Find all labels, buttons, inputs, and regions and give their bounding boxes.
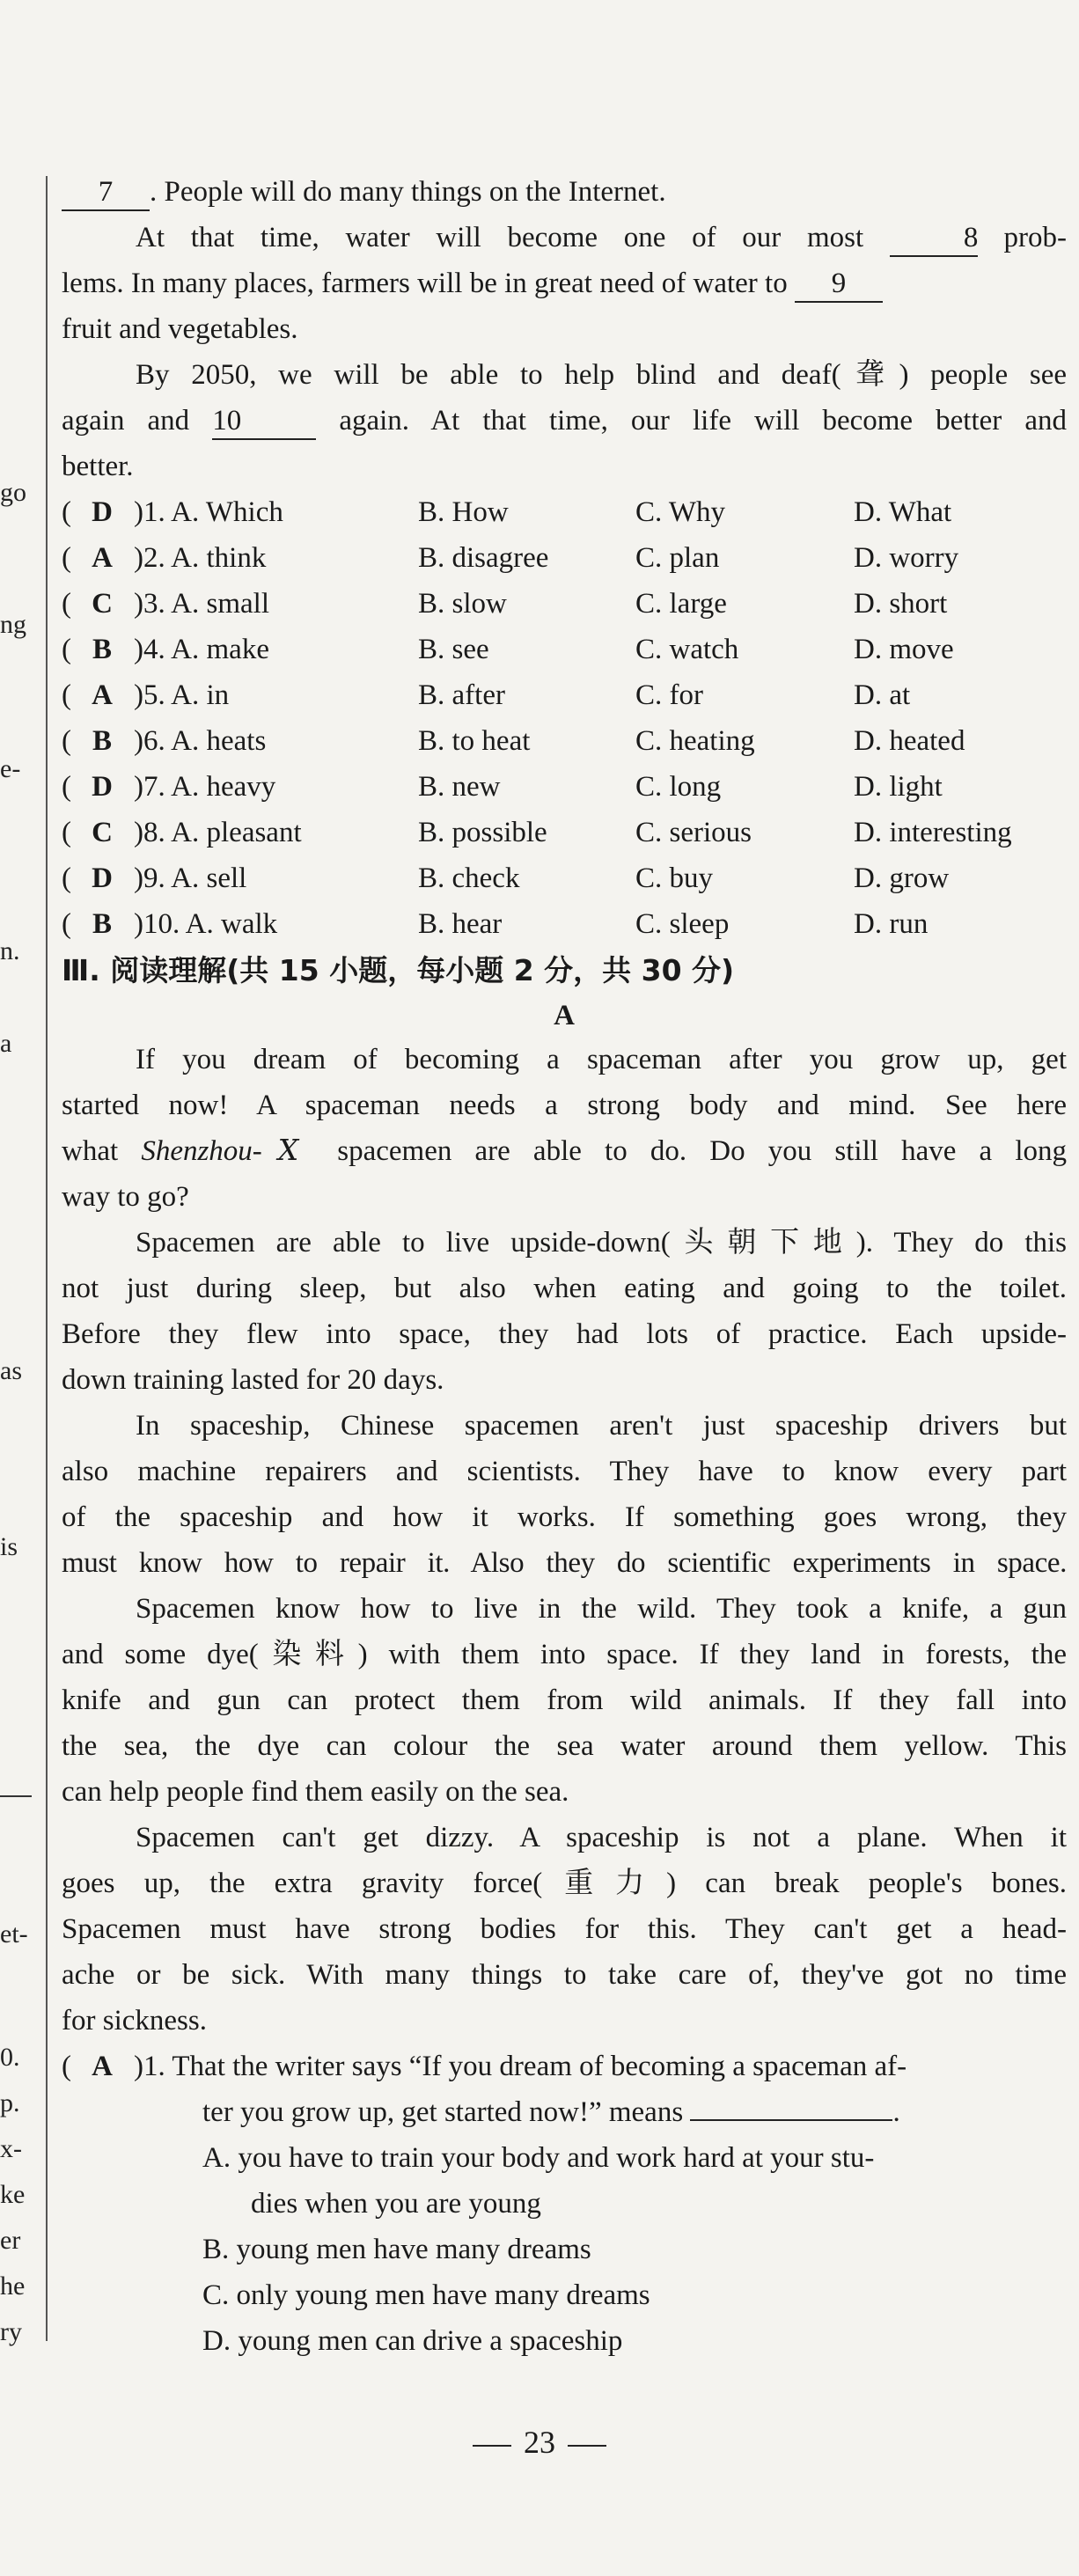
choice-row: ( C )8. A. pleasant B. possible C. serious D. interesting (62, 810, 1067, 855)
question-option: B. young men have many dreams (202, 2234, 591, 2265)
answer-blank: 8 (890, 220, 978, 257)
passage-title: A (554, 1000, 575, 1031)
margin-fragment: ke (0, 2180, 26, 2209)
passage-line: Spacemen know how to live in the wild. They took a knife, a gun (136, 1593, 1067, 1625)
passage-line: Before they flew into space, they had lots of practice. Each upside- (62, 1318, 1067, 1350)
choice-row: ( B )4. A. make B. see C. watch D. move (62, 627, 1067, 672)
choice-row: ( B )10. A. walk B. hear C. sleep D. run (62, 901, 1067, 947)
question-option: D. young men can drive a spaceship (202, 2325, 623, 2357)
choice-row: ( C )3. A. small B. slow C. large D. short (62, 581, 1067, 627)
answer-blank (690, 2119, 892, 2121)
margin-fragment: e- (0, 754, 21, 783)
cloze-line: lems. In many places, farmers will be in great need of water to 9 (62, 261, 1067, 306)
answer-letter: C (92, 588, 113, 620)
margin-fragment: a (0, 1029, 12, 1058)
choice-row: ( B )6. A. heats B. to heat C. heating D. heated (62, 718, 1067, 764)
passage-line: knife and gun can protect them from wild animals. If they fall into (62, 1684, 1067, 1716)
question-stem: ( A )1. That the writer says “If you dream of becoming a spaceman af- (62, 2044, 1067, 2089)
answer-letter: B (92, 725, 112, 757)
question-option: C. only young men have many dreams (202, 2279, 650, 2311)
cloze-line: better. (62, 451, 134, 482)
answer-blank: 10 (212, 403, 316, 440)
choice-row: ( D )7. A. heavy B. new C. long D. light (62, 764, 1067, 810)
passage-line: started now! A spaceman needs a strong body and mind. See here (62, 1090, 1067, 1121)
passage-line: way to go? (62, 1181, 189, 1213)
margin-fragment: ry (0, 2317, 22, 2346)
answer-blank: 9 (795, 266, 883, 303)
cloze-line: fruit and vegetables. (62, 313, 298, 345)
reading-question (62, 2044, 1067, 2364)
passage-line: what Shenzhou-Ⅹ spacemen are able to do. Do you still have a long (62, 1135, 1067, 1167)
passage-line: also machine repairers and scientists. They have to know every part (62, 1456, 1067, 1487)
margin-fragment: go (0, 478, 26, 507)
question-stem: ter you grow up, get started now!” means . (202, 2096, 900, 2128)
passage-line: of the spaceship and how it works. If something goes wrong, they (62, 1501, 1067, 1533)
passage-line: not just during sleep, but also when eating and going to the toilet. (62, 1273, 1067, 1304)
passage-line: must know how to repair it. Also they do scientific experiments in space. (62, 1547, 1067, 1579)
passage-line: ache or be sick. With many things to take care of, they've got no time (62, 1959, 1067, 1991)
answer-letter: A (92, 2051, 113, 2082)
cloze-line: By 2050, we will be able to help blind and deaf(聋) people see (136, 359, 1067, 391)
margin-fragment: p. (0, 2088, 20, 2117)
margin-fragment: ng (0, 610, 26, 639)
cloze-line: again and 10 again. At that time, our life will become better and (62, 398, 1067, 444)
previous-page-margin (0, 0, 53, 2576)
margin-fragment: as (0, 1356, 22, 1385)
margin-fragment: n. (0, 936, 20, 965)
passage-line: down training lasted for 20 days. (62, 1364, 444, 1396)
margin-dash (0, 1795, 32, 1797)
reading-passage (62, 1037, 1067, 2044)
margin-fragment: he (0, 2271, 26, 2301)
passage-line: If you dream of becoming a spaceman after you grow up, get (136, 1044, 1067, 1075)
margin-fragment: et- (0, 1919, 28, 1949)
passage-line: can help people find them easily on the sea. (62, 1776, 569, 1808)
passage-line: Spacemen can't get dizzy. A spaceship is not a plane. When it (136, 1822, 1067, 1853)
answer-letter: D (92, 496, 113, 528)
answer-letter: A (92, 679, 113, 711)
margin-fragment: 0. (0, 2043, 20, 2072)
cloze-line: At that time, water will become one of our most 8 prob- (62, 215, 1067, 261)
answer-blank: 7 (62, 174, 150, 211)
choice-row: ( D )9. A. sell B. check C. buy D. grow (62, 855, 1067, 901)
margin-fragment: er (0, 2226, 21, 2255)
passage-line: and some dye(染料) with them into space. If they land in forests, the (62, 1639, 1067, 1670)
page-number: 23 (0, 2420, 1079, 2464)
question-option: A. you have to train your body and work hard at your stu- (202, 2142, 875, 2174)
choice-list (62, 489, 1067, 947)
cloze-line: 7 . People will do many things on the Internet. (62, 169, 1067, 215)
choice-row: ( D )1. A. Which B. How C. Why D. What (62, 489, 1067, 535)
passage-line: for sickness. (62, 2005, 207, 2037)
page-content (62, 169, 1067, 2364)
answer-letter: A (92, 542, 113, 574)
margin-fragment: is (0, 1532, 18, 1561)
choice-row: ( A )5. A. in B. after C. for D. at (62, 672, 1067, 718)
passage-line: the sea, the dye can colour the sea water around them yellow. This (62, 1730, 1067, 1762)
passage-line: goes up, the extra gravity force(重力) can break people's bones. (62, 1868, 1067, 1899)
section-title: Ⅲ. 阅读理解(共 15 小题，每小题 2 分，共 30 分) (62, 953, 735, 987)
answer-letter: B (92, 908, 112, 940)
margin-fragment: x- (0, 2134, 22, 2163)
passage-line: Spacemen are able to live upside-down(头朝下地). They do this (136, 1227, 1067, 1259)
answer-letter: C (92, 817, 113, 848)
margin-rule (46, 176, 48, 2341)
passage-line: In spaceship, Chinese spacemen aren't just spaceship drivers but (136, 1410, 1067, 1442)
choice-row: ( A )2. A. think B. disagree C. plan D. worry (62, 535, 1067, 581)
passage-line: Spacemen must have strong bodies for this. They can't get a head- (62, 1913, 1067, 1945)
answer-letter: D (92, 862, 113, 894)
question-option: dies when you are young (251, 2188, 541, 2220)
answer-letter: B (92, 634, 112, 665)
answer-letter: D (92, 771, 113, 803)
